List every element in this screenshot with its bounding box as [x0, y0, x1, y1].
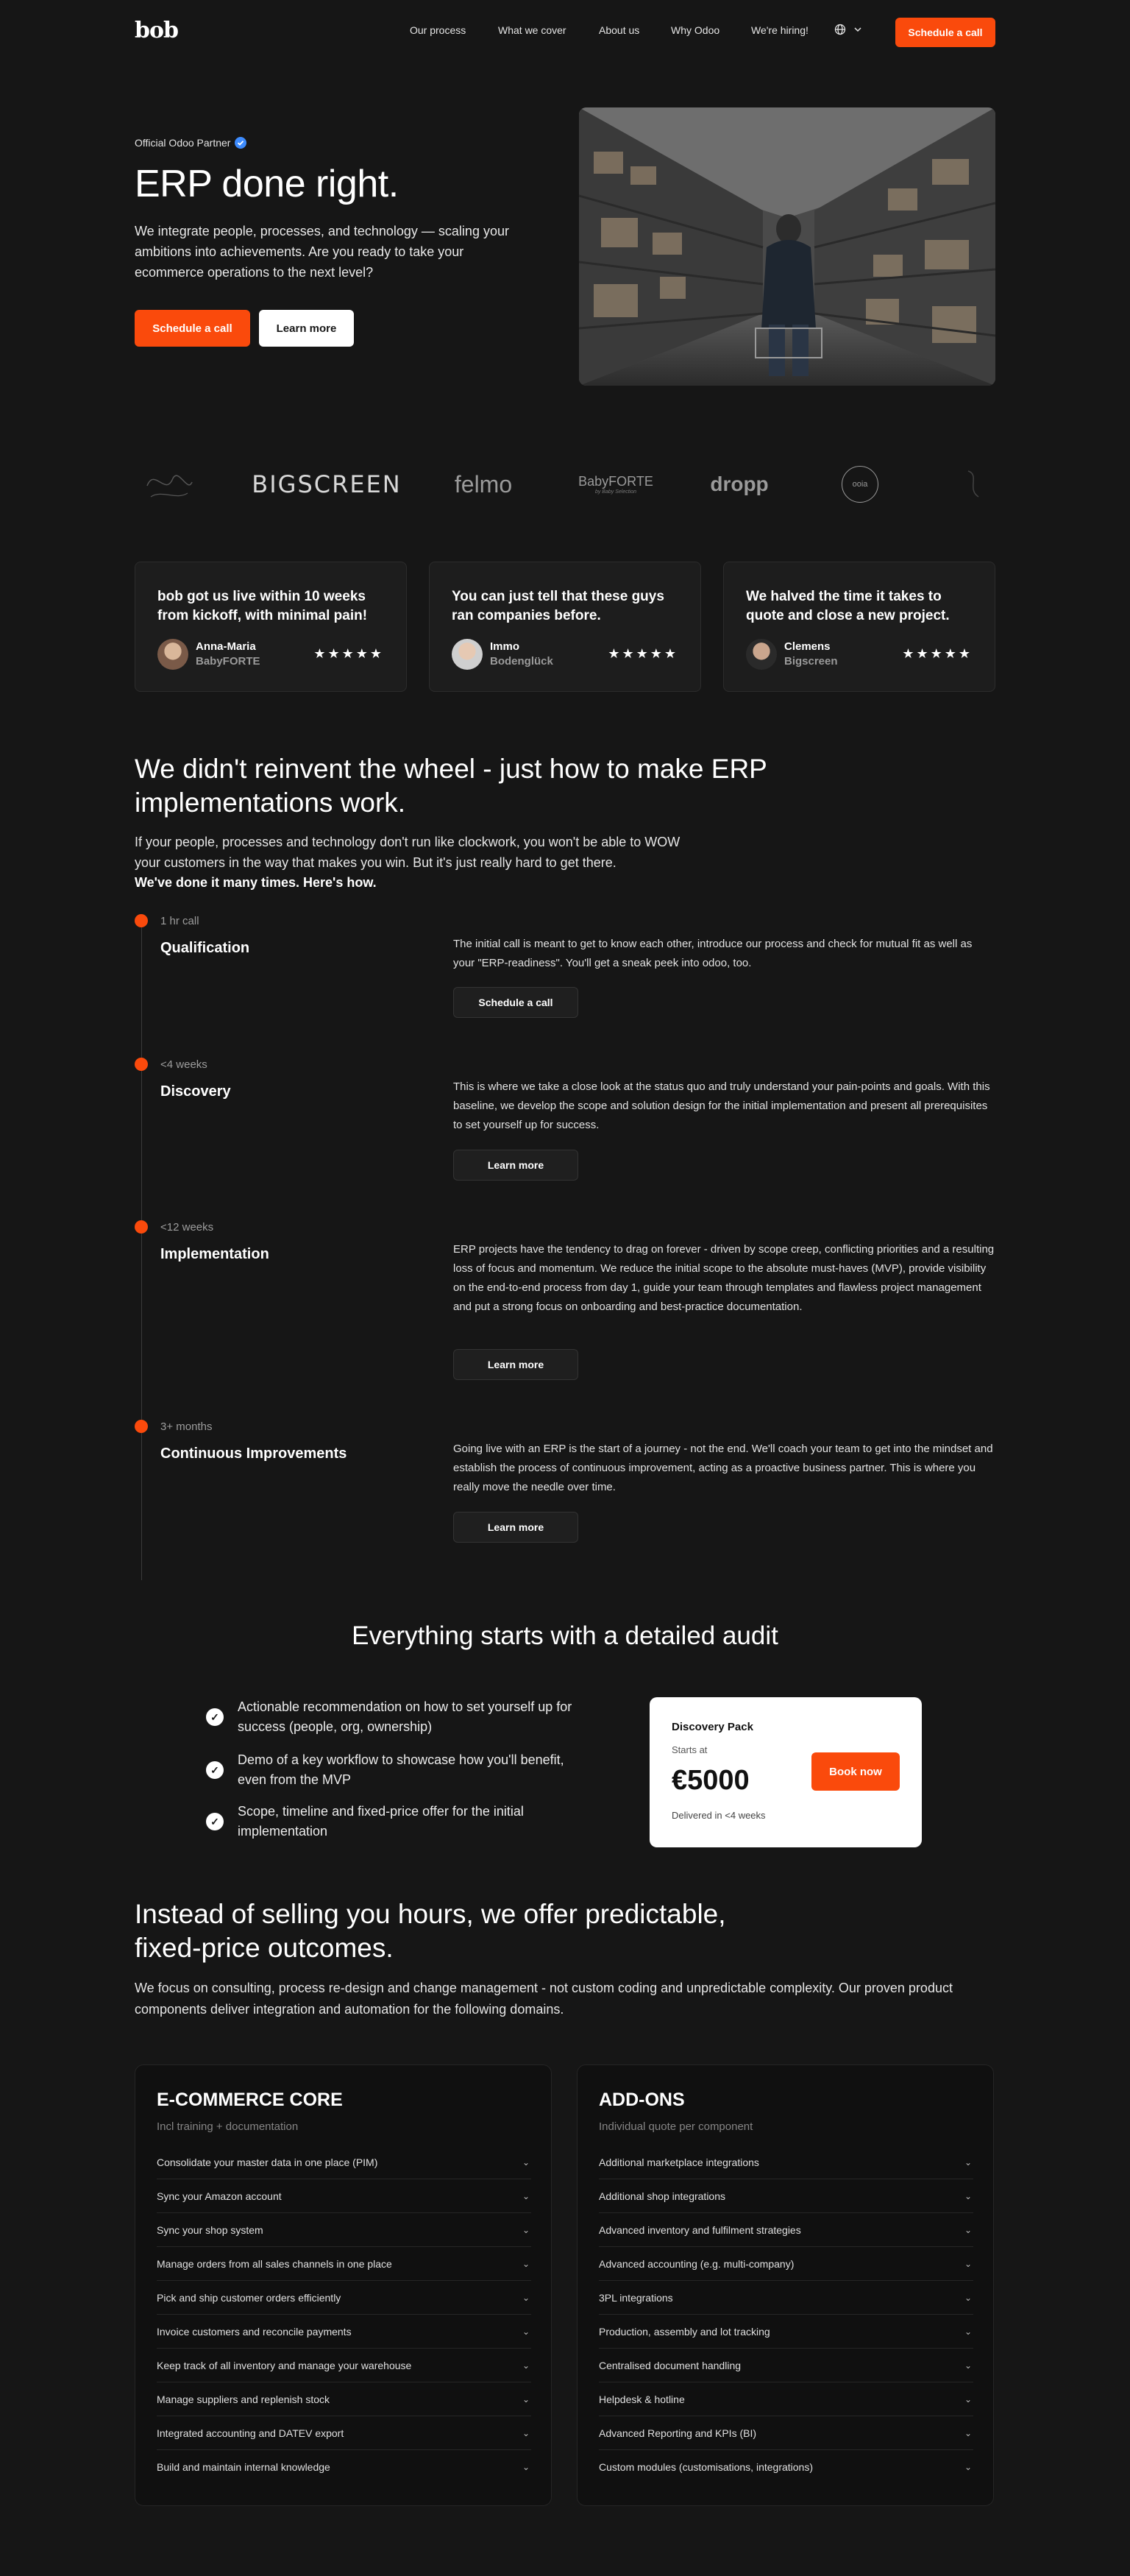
ecommerce-core-panel [135, 2064, 552, 2506]
step-duration: 1 hr call [160, 915, 199, 927]
partner-badge [135, 137, 246, 149]
testimonial-card [429, 562, 701, 692]
process-title: We didn't reinvent the wheel - just how to make ERP implementations work. [135, 754, 767, 818]
logo-dropp: dropp [710, 473, 769, 495]
nav-why-odoo[interactable]: Why Odoo [671, 24, 720, 36]
step-duration: 3+ months [160, 1420, 213, 1433]
discovery-pack-price: €5000 [672, 1765, 750, 1796]
testimonial-company: Bodenglück [490, 655, 553, 668]
header-schedule-call-button[interactable]: Schedule a call [895, 18, 995, 47]
list-item[interactable] [157, 2281, 531, 2315]
list-item[interactable] [599, 2247, 973, 2281]
outcomes-title: Instead of selling you hours, we offer predictable, fixed-price outcomes. [135, 1899, 726, 1963]
testimonial-quote: bob got us live within 10 weeks from kickoff, with minimal pain! [157, 589, 368, 623]
logo-ooia [841, 464, 879, 505]
list-item[interactable] [157, 2416, 531, 2450]
panel-subtitle: Individual quote per component [599, 2120, 753, 2133]
chevron-down-icon: ⌄ [522, 2462, 530, 2472]
script-logo-icon [965, 464, 984, 505]
check-icon: ✓ [206, 1813, 224, 1830]
hero-subtitle: We integrate people, processes, and technology — scaling your ambitions into achievements. Are you ready to take your ecommerce operations to the next level? [135, 224, 509, 280]
list-item-label: Keep track of all inventory and manage your warehouse [157, 2359, 412, 2371]
list-item-label: Sync your Amazon account [157, 2190, 282, 2202]
list-item-label: Centralised document handling [599, 2359, 742, 2371]
discovery-pack-starts-at: Starts at [672, 1744, 708, 1755]
chevron-down-icon: ⌄ [522, 2360, 530, 2371]
hero-title: ERP done right. [135, 163, 399, 205]
add-ons-panel [577, 2064, 994, 2506]
list-item[interactable] [599, 2315, 973, 2349]
list-item-label: Manage orders from all sales channels in one place [157, 2257, 392, 2270]
testimonial-quote: You can just tell that these guys ran companies before. [452, 589, 664, 623]
list-item-label: Pick and ship customer orders efficiently [157, 2291, 341, 2304]
chevron-down-icon: ⌄ [522, 2258, 530, 2269]
outcomes-description: We focus on consulting, process re-design and change management - not custom coding and unpredictable complexity. Our proven product components deliver integration and automation for the following domains. [135, 1981, 953, 2017]
list-item-label: Advanced Reporting and KPIs (BI) [599, 2427, 757, 2439]
list-item-label: Manage suppliers and replenish stock [157, 2393, 330, 2405]
process-intro-bold: We've done it many times. Here's how. [135, 875, 377, 890]
nav-what-we-cover[interactable]: What we cover [498, 24, 566, 36]
step-description: The initial call is meant to get to know each other, introduce our process and check for mutual fit as well as your "ERP-readiness". You'll get a sneak peek into odoo, too. [453, 938, 973, 969]
step-title: Continuous Improvements [160, 1446, 347, 1462]
nav-about-us[interactable]: About us [599, 24, 640, 36]
nav-hiring[interactable]: We're hiring! [751, 24, 809, 36]
logo-script-right [964, 464, 986, 505]
logo-felmo: felmo [454, 470, 513, 498]
audit-bullet: Demo of a key workflow to showcase how you'll benefit, even from the MVP [238, 1752, 564, 1787]
list-item[interactable] [599, 2416, 973, 2450]
chevron-down-icon: ⌄ [964, 2258, 973, 2269]
timeline-dot [135, 1420, 148, 1433]
list-item[interactable] [157, 2145, 531, 2179]
chevron-down-icon [853, 25, 862, 34]
list-item[interactable] [599, 2382, 973, 2416]
list-item[interactable] [157, 2179, 531, 2213]
avatar [452, 639, 483, 670]
list-item[interactable] [157, 2247, 531, 2281]
list-item-label: Advanced inventory and fulfilment strategies [599, 2223, 801, 2236]
list-item-label: Custom modules (customisations, integrations) [599, 2461, 814, 2473]
chevron-down-icon: ⌄ [522, 2393, 530, 2405]
testimonial-company: Bigscreen [784, 655, 838, 668]
list-item[interactable] [157, 2315, 531, 2349]
panel-title: ADD-ONS [599, 2090, 685, 2110]
logo-babyforte-text: BabyFORTE [578, 474, 653, 489]
addons-domain-list [599, 2145, 973, 2484]
timeline-dot [135, 914, 148, 927]
list-item-label: 3PL integrations [599, 2291, 673, 2304]
chevron-down-icon: ⌄ [964, 2190, 973, 2201]
chevron-down-icon: ⌄ [964, 2156, 973, 2168]
step-description: This is where we take a close look at the status quo and truly understand your pain-points and goals. With this baseline, we develop the scope and solution design for the initial implementation and present all prerequisites to set yourself up for success. [453, 1080, 990, 1131]
audit-bullet: Scope, timeline and fixed-price offer for the initial implementation [238, 1804, 524, 1839]
list-item[interactable] [599, 2145, 973, 2179]
audit-title: Everything starts with a detailed audit [352, 1621, 778, 1650]
globe-icon [834, 24, 846, 35]
step-duration: <12 weeks [160, 1221, 214, 1234]
chevron-down-icon: ⌄ [522, 2224, 530, 2235]
step-learn-more-button[interactable]: Learn more [453, 1150, 578, 1181]
avatar [157, 639, 188, 670]
chevron-down-icon: ⌄ [964, 2224, 973, 2235]
step-schedule-call-button[interactable]: Schedule a call [453, 987, 578, 1018]
list-item[interactable] [157, 2349, 531, 2382]
testimonial-name: Immo [490, 640, 520, 653]
list-item[interactable] [599, 2179, 973, 2213]
star-rating: ★★★★★ [313, 646, 384, 661]
list-item-label: Additional shop integrations [599, 2190, 726, 2202]
chevron-down-icon: ⌄ [522, 2326, 530, 2337]
step-learn-more-button[interactable]: Learn more [453, 1512, 578, 1543]
logo-bigscreen: BIGSCREEN [252, 470, 402, 498]
logo-babyforte-sub: by Baby Selection [594, 489, 637, 495]
chevron-down-icon: ⌄ [964, 2462, 973, 2472]
audit-bullet: Actionable recommendation on how to set yourself up for success (people, org, ownership) [238, 1699, 572, 1734]
star-rating: ★★★★★ [608, 646, 678, 661]
timeline-dot [135, 1220, 148, 1234]
list-item[interactable] [157, 2450, 531, 2484]
chevron-down-icon: ⌄ [522, 2190, 530, 2201]
logo-babyforte [578, 464, 653, 505]
chevron-down-icon: ⌄ [964, 2393, 973, 2405]
list-item-label: Helpdesk & hotline [599, 2393, 685, 2405]
testimonial-card [135, 562, 407, 692]
list-item-label: Additional marketplace integrations [599, 2156, 759, 2168]
core-domain-list [157, 2145, 531, 2484]
list-item-label: Production, assembly and lot tracking [599, 2325, 770, 2338]
testimonial-card [723, 562, 995, 692]
list-item-label: Invoice customers and reconcile payments [157, 2325, 352, 2338]
chevron-down-icon: ⌄ [522, 2156, 530, 2168]
check-icon: ✓ [206, 1708, 224, 1726]
chevron-down-icon: ⌄ [522, 2427, 530, 2438]
check-icon: ✓ [206, 1761, 224, 1779]
panel-subtitle: Incl training + documentation [157, 2120, 299, 2133]
chevron-down-icon: ⌄ [964, 2292, 973, 2303]
site-logo[interactable]: bob [135, 18, 178, 43]
list-item[interactable] [599, 2281, 973, 2315]
logo-ooia-circle: ooia [842, 466, 878, 503]
step-description: ERP projects have the tendency to drag on forever - driven by scope creep, conflicting priorities and a resulting loss of focus and momentum. We reduce the initial scope to the absolute must-haves (MVP), provide visibility on the end-to-end process from day 1, guide your team through templates and flawless project management and put a strong focus on onboarding and best-practice documentation. [453, 1243, 995, 1313]
discovery-pack-card [650, 1697, 922, 1847]
hero-warehouse-image [579, 107, 995, 386]
script-logo-icon [143, 464, 195, 505]
testimonial-name: Clemens [784, 640, 831, 653]
chevron-down-icon: ⌄ [964, 2427, 973, 2438]
list-item-label: Consolidate your master data in one place (PIM) [157, 2156, 378, 2168]
hero-schedule-call-button[interactable]: Schedule a call [135, 310, 250, 347]
testimonial-company: BabyFORTE [196, 655, 260, 668]
nav-our-process[interactable]: Our process [410, 24, 466, 36]
logo-script-left [140, 464, 199, 505]
list-item[interactable] [599, 2450, 973, 2484]
step-title: Qualification [160, 940, 250, 956]
discovery-pack-title: Discovery Pack [672, 1721, 753, 1733]
discovery-pack-delivery: Delivered in <4 weeks [672, 1810, 766, 1821]
list-item-label: Sync your shop system [157, 2223, 263, 2236]
verified-icon [235, 137, 246, 149]
step-title: Implementation [160, 1246, 269, 1262]
list-item[interactable] [599, 2213, 973, 2247]
list-item-label: Advanced accounting (e.g. multi-company) [599, 2257, 795, 2270]
list-item[interactable] [599, 2349, 973, 2382]
timeline-line [141, 921, 142, 1580]
book-now-button[interactable]: Book now [811, 1752, 900, 1791]
list-item[interactable] [157, 2213, 531, 2247]
process-intro: If your people, processes and technology don't run like clockwork, you won't be able to WOW your customers in the way that makes you win. But it's just really hard to get there. [135, 835, 681, 870]
star-rating: ★★★★★ [902, 646, 973, 661]
chevron-down-icon: ⌄ [522, 2292, 530, 2303]
partner-badge-label: Official Odoo Partner [135, 137, 231, 149]
testimonial-quote: We halved the time it takes to quote and close a new project. [746, 589, 950, 623]
step-description: Going live with an ERP is the start of a journey - not the end. We'll coach your team to get into the mindset and establish the process of continuous improvement, acting as a proactive business partner. This is where you really move the needle over time. [453, 1443, 993, 1493]
list-item[interactable] [157, 2382, 531, 2416]
list-item-label: Integrated accounting and DATEV export [157, 2427, 344, 2439]
chevron-down-icon: ⌄ [964, 2360, 973, 2371]
chevron-down-icon: ⌄ [964, 2326, 973, 2337]
step-title: Discovery [160, 1083, 231, 1100]
testimonial-name: Anna-Maria [196, 640, 256, 653]
hero-learn-more-button[interactable]: Learn more [259, 310, 354, 347]
avatar [746, 639, 777, 670]
panel-title: E-COMMERCE CORE [157, 2090, 343, 2110]
step-learn-more-button[interactable]: Learn more [453, 1349, 578, 1380]
language-selector[interactable] [834, 24, 862, 35]
timeline-dot [135, 1058, 148, 1071]
list-item-label: Build and maintain internal knowledge [157, 2461, 330, 2473]
step-duration: <4 weeks [160, 1058, 207, 1071]
